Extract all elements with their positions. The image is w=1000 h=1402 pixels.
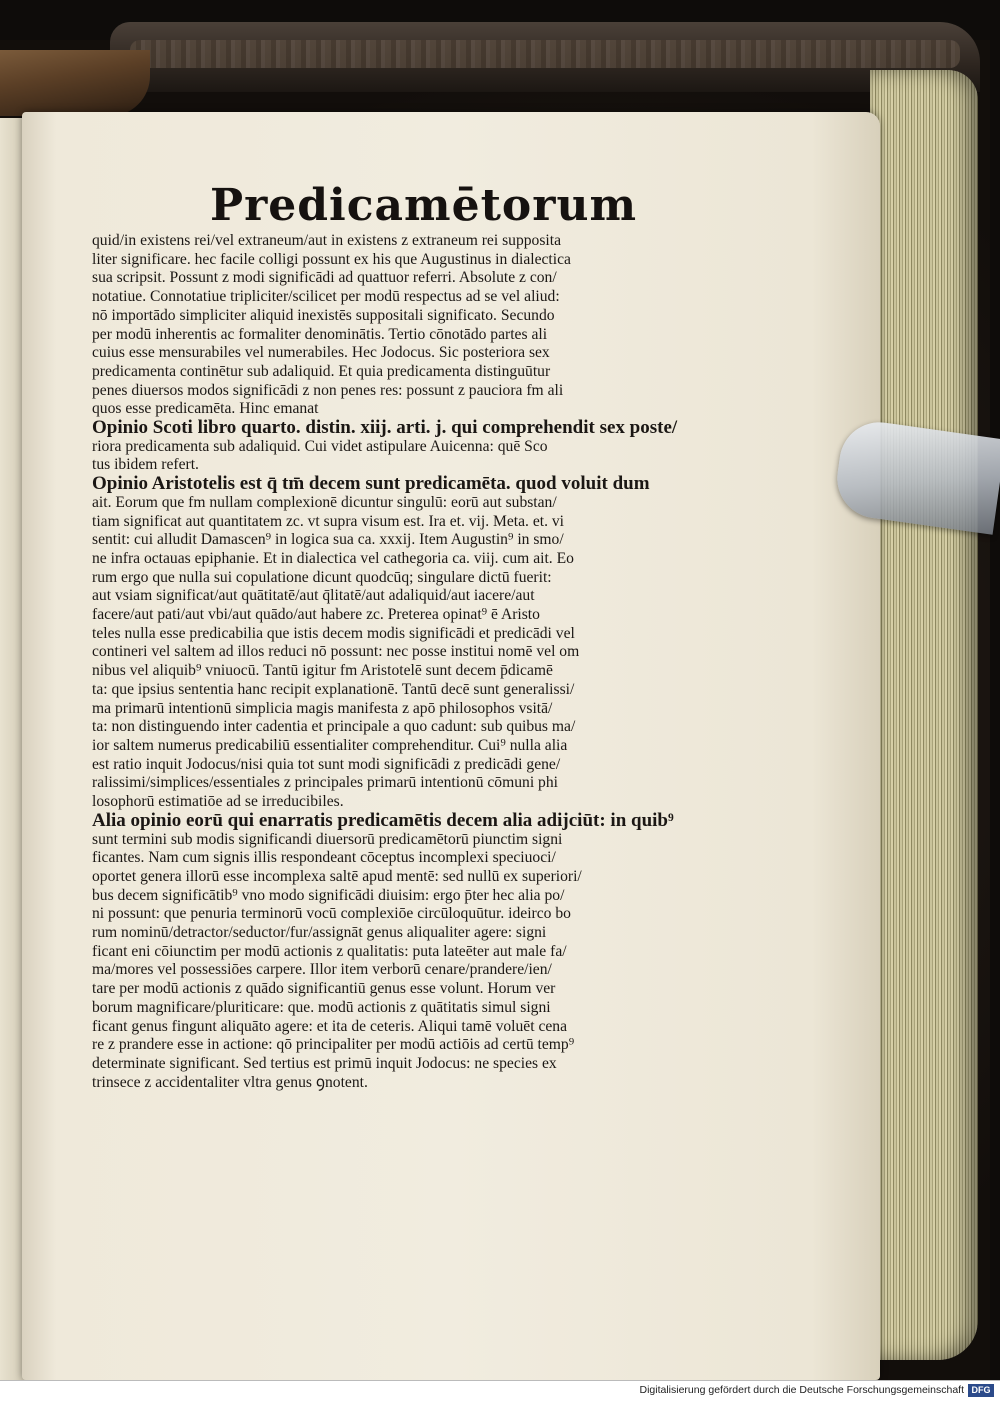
text-line: riora predicamenta sub adaliquid. Cui videt astipulare Auicenna: quē Sco <box>92 437 548 455</box>
text-line: ne infra octauas epiphanie. Et in dialectica vel cathegoria ca. viij. cum ait. Eo <box>92 549 574 567</box>
footer <box>0 1380 1000 1402</box>
text-line: teles nulla esse predicabilia que istis decem modis significādi et predicādi vel <box>92 624 575 642</box>
text-line: nibus vel aliquib⁹ vniuocū. Tantū igitur fm Aristotelē sunt decem p̄dicamē <box>92 662 553 680</box>
page-fore-edge <box>870 70 978 1360</box>
text-line: quid/in existens rei/vel extraneum/aut in existens z extraneum rei supposita <box>92 232 561 249</box>
text-line: tiam significat aut quantitatem zc. vt supra visum est. Ira et. vij. Meta. et. vi <box>92 512 565 530</box>
text-line: predicamenta continētur sub adaliquid. Et quia predicamenta distinguūtur <box>92 362 551 380</box>
text-line: notatiue. Connotatiue tripliciter/scilicet per modū respectus ad se vel aliud: <box>92 288 560 306</box>
text-line: ta: non distinguendo inter cadentia et principale a quo cadunt: sub quibus ma/ <box>92 718 576 736</box>
text-line: losophorū estimatiōe ad se irreducibiles. <box>92 793 344 811</box>
dfg-logo-icon: DFG <box>968 1384 994 1397</box>
text-line: Opinio Scoti libro quarto. distin. xiij. arti. j. qui comprehendit sex poste/ <box>92 419 678 438</box>
text-line: ficantes. Nam cum signis illis respondeant cōceptus incomplexi speciuoci/ <box>92 849 556 867</box>
text-block <box>92 232 692 1092</box>
text-line: ma/mores vel possessiōes carpere. Illor item verborū cenare/prandere/ien/ <box>92 961 552 979</box>
text-line: tus ibidem refert. <box>92 456 199 474</box>
text-line: oportet genera illorū esse incomplexa saltē apud mentē: sed nullū ex superiori/ <box>92 867 582 885</box>
text-line: per modū inherentis ac formaliter denominātis. Tertio cōnotādo partes ali <box>92 325 548 343</box>
text-line: Alia opinio eorū qui enarratis predicamētis decem alia adijciūt: in quib⁹ <box>92 811 674 831</box>
text-line: tare per modū actionis z quādo significantiū genus esse volunt. Horum ver <box>92 980 556 998</box>
text-line: ficant eni cōiunctim per modū actionis z qualitatis: puta lateēter aut male fa/ <box>92 942 567 960</box>
text-line: aut vsiam significat/aut quātitatē/aut q̄litatē/aut adaliquid/aut iacere/aut <box>92 587 535 605</box>
page-title: Predicamētorum <box>210 180 637 231</box>
text-line: ficant genus fingunt aliquāto agere: et ita de ceteris. Aliqui tamē voluēt cena <box>92 1017 567 1035</box>
text-line: liter significare. hec facile colligi possunt ex his que Augustinus in dialectica <box>92 250 571 268</box>
text-line: ta: que ipsius sententia hanc recipit explanationē. Tantū decē sunt generalissi/ <box>92 680 575 698</box>
text-line: bus decem significātib⁹ vno modo significādi diuisim: ergo p̄ter hec alia po/ <box>92 886 565 904</box>
text-line: est ratio inquit Jodocus/nisi quia tot sunt modi significādi z predicādi gene/ <box>92 755 561 773</box>
text-line: trinsece z accidentaliter vltra genus ꝯnotent. <box>92 1073 368 1091</box>
text-line: ait. Eorum que fm nullam complexionē dicuntur singulū: eorū aut substan/ <box>92 493 557 511</box>
text-line: rum ergo que nulla sui copulatione dicunt quodcūq; singulare dictū fuerit: <box>92 568 552 586</box>
text-line: quos esse predicamēta. Hinc emanat <box>92 400 319 418</box>
text-line: contineri vel saltem ad illos reduci nō possunt: nec posse institui nomē vel om <box>92 643 580 661</box>
footer-credit: Digitalisierung gefördert durch die Deutsche Forschungsgemeinschaft <box>639 1384 964 1396</box>
text-line: sua scripsit. Possunt z modi significādi ad quattuor referri. Absolute z con/ <box>92 269 557 287</box>
text-line: sentit: cui alludit Damascen⁹ in logica sua ca. xxxij. Item Augustin⁹ in smo/ <box>92 531 564 549</box>
leather-binding <box>130 40 960 68</box>
text-line: nō importādo simpliciter aliquid inexistēs suppositali significato. Secundo <box>92 306 555 324</box>
text-line: sunt termini sub modis significandi diuersorū predicamētorū piunctim signi <box>92 830 563 848</box>
text-line: ni possunt: que penuria terminorū vocū complexiōe circūloquūtur. ideirco bo <box>92 905 571 923</box>
text-line: determinate significant. Sed tertius est primū inquit Jodocus: ne species ex <box>92 1054 557 1072</box>
text-line: borum magnificare/pluriticare: que. modū actionis z quātitatis simul signi <box>92 998 551 1016</box>
text-line: rum nominū/detractor/seductor/fur/assignāt genus aliqualiter agere: signi <box>92 924 547 942</box>
text-line: ralissimi/simplices/essentiales z principales primarū intentionū cōmuni phi <box>92 774 558 792</box>
text-line: ma primarū intentionū simplicia magis manifesta z apō philosophos vsitā/ <box>92 699 553 717</box>
text-line: penes diuersos modos significādi z non penes res: possunt z pauciora fm ali <box>92 381 564 399</box>
text-line: Opinio Aristotelis est q̄ tm̄ decem sunt predicamēta. quod voluit dum <box>92 475 650 494</box>
text-line: facere/aut pati/aut vbi/aut quādo/aut habere zc. Preterea opinat⁹ ē Aristo <box>92 606 540 624</box>
text-line: cuius esse mensurabiles vel numerabiles. Hec Jodocus. Sic posteriora sex <box>92 344 550 362</box>
text-line: re z prandere esse in actione: qō principaliter per modū actiōis ad certū temp⁹ <box>92 1036 575 1054</box>
text-line: ior saltem numerus predicabiliū essentialiter comprehenditur. Cui⁹ nulla alia <box>92 736 568 754</box>
binding-strap <box>0 50 150 116</box>
